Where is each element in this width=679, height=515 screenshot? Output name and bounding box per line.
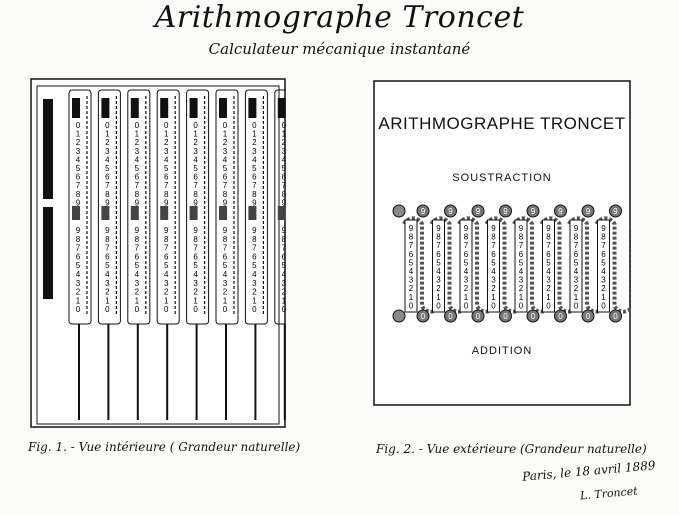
slot-digit: 5	[408, 258, 414, 268]
lower-digit: 9	[75, 226, 81, 235]
slot-digit: 5	[436, 258, 441, 268]
slot-digit: 9	[573, 224, 579, 233]
upper-digit: 9	[222, 198, 228, 208]
upper-digit: 5	[163, 164, 169, 173]
slot-digit: 5	[573, 258, 579, 268]
lower-digit: 5	[134, 261, 140, 271]
lower-digit: 8	[222, 234, 228, 244]
slot-digit: 4	[463, 267, 469, 276]
lower-digit: 2	[252, 287, 257, 297]
lower-digit: 1	[75, 296, 81, 306]
lower-digit: 5	[222, 261, 228, 271]
upper-digit: 6	[134, 172, 140, 182]
column-top-block	[278, 98, 286, 118]
lower-digit: 0	[222, 305, 228, 315]
upper-digit: 5	[105, 164, 110, 173]
slot-digit: 1	[573, 292, 579, 302]
lower-digit: 6	[252, 252, 257, 262]
upper-digit: 4	[222, 155, 228, 165]
lower-digit: 2	[222, 287, 228, 297]
left-dot-bottom	[393, 310, 405, 322]
lower-digit: 5	[75, 261, 81, 271]
lower-digit: 1	[163, 296, 169, 306]
slot-digit: 8	[518, 232, 524, 242]
slot-digit: 2	[491, 284, 496, 294]
slot-digit: 5	[601, 258, 606, 268]
slot-digit: 2	[573, 284, 579, 294]
upper-digit: 1	[105, 129, 110, 139]
slot-digit: 4	[546, 267, 551, 276]
upper-digit: 8	[163, 189, 169, 199]
slot-digit: 9	[408, 224, 414, 233]
bottom-circle-digit: 0	[420, 312, 426, 321]
lower-digit: 3	[134, 278, 140, 288]
upper-digit: 4	[193, 155, 198, 165]
slot-digit: 7	[546, 241, 551, 251]
upper-digit: 7	[75, 181, 81, 191]
subtraction-label: SOUSTRACTION	[452, 172, 552, 184]
slot-digit: 2	[546, 284, 551, 294]
slot-digit: 6	[546, 249, 551, 259]
upper-digit: 4	[163, 155, 169, 165]
lower-digit: 9	[281, 226, 286, 235]
top-circle-digit: 9	[613, 207, 618, 216]
slot-digit: 1	[601, 292, 606, 302]
upper-digit: 2	[193, 138, 198, 148]
slot-digit: 0	[546, 301, 551, 311]
upper-digit: 1	[222, 129, 228, 139]
upper-digit: 6	[252, 172, 257, 182]
upper-digit: 5	[222, 164, 228, 173]
slot-digit: 9	[436, 224, 441, 233]
slot-digit: 1	[436, 292, 441, 302]
upper-digit: 6	[75, 172, 81, 182]
lower-digit: 6	[222, 252, 228, 262]
slot-digit: 6	[463, 249, 469, 259]
upper-digit: 9	[252, 198, 257, 208]
slot-digit: 8	[436, 232, 441, 242]
top-circle-digit: 9	[558, 207, 563, 216]
upper-digit: 4	[75, 155, 81, 165]
slot-digit: 1	[518, 292, 524, 302]
lower-digit: 4	[193, 270, 198, 279]
lower-digit: 7	[252, 243, 257, 253]
lower-digit: 0	[193, 305, 198, 315]
lower-digit: 5	[193, 261, 198, 271]
lower-digit: 1	[252, 296, 257, 306]
figure-1-caption: Fig. 1. - Vue intérieure ( Grandeur naturelle)	[28, 440, 301, 454]
upper-digit: 1	[193, 129, 198, 139]
column-middle-block	[248, 206, 256, 220]
upper-digit: 2	[134, 138, 140, 148]
slot-digit: 9	[518, 224, 524, 233]
slot-digit: 3	[573, 275, 579, 285]
figure-2-title: ARITHMOGRAPHE TRONCET	[378, 114, 626, 133]
upper-digit: 8	[222, 189, 228, 199]
slot-digit: 3	[601, 275, 606, 285]
upper-digit: 3	[222, 146, 228, 156]
lower-digit: 8	[105, 234, 110, 244]
lower-digit: 6	[163, 252, 169, 262]
slot-digit: 2	[463, 284, 469, 294]
page-subtitle: Calculateur mécanique instantané	[208, 40, 471, 58]
lower-digit: 1	[281, 296, 286, 306]
upper-digit: 8	[252, 189, 257, 199]
upper-digit: 3	[252, 146, 257, 156]
slot-digit: 7	[408, 241, 414, 251]
upper-digit: 7	[252, 181, 257, 191]
upper-digit: 2	[163, 138, 169, 148]
slot-digit: 1	[546, 292, 551, 302]
column-middle-block	[160, 206, 168, 220]
bottom-circle-digit: 0	[530, 312, 536, 321]
lower-digit: 4	[281, 270, 286, 279]
top-circle-digit: 9	[448, 207, 453, 216]
lower-digit: 4	[163, 270, 169, 279]
slot-digit: 5	[463, 258, 469, 268]
lower-digit: 3	[105, 278, 110, 288]
slot-digit: 6	[518, 249, 524, 259]
slot-digit: 0	[518, 301, 524, 311]
slot-digit: 2	[601, 284, 606, 294]
slot-digit: 5	[546, 258, 551, 268]
slot-digit: 2	[408, 284, 414, 294]
slot-digit: 0	[601, 301, 606, 311]
lower-digit: 8	[75, 234, 81, 244]
lower-digit: 6	[75, 252, 81, 262]
upper-digit: 2	[281, 138, 286, 148]
slot-digit: 9	[546, 224, 551, 233]
lower-digit: 8	[281, 234, 286, 244]
upper-digit: 9	[163, 198, 169, 208]
left-dot-top	[393, 205, 405, 217]
slot-digit: 8	[546, 232, 551, 242]
upper-digit: 8	[281, 189, 286, 199]
lower-digit: 2	[105, 287, 110, 297]
lower-digit: 4	[134, 270, 140, 279]
slot-digit: 3	[408, 275, 414, 285]
bottom-circle-digit: 0	[448, 312, 453, 321]
lower-digit: 9	[134, 226, 140, 235]
column-top-block	[160, 98, 168, 118]
lower-digit: 2	[134, 287, 140, 297]
lower-digit: 7	[105, 243, 110, 253]
lower-digit: 4	[252, 270, 257, 279]
lower-digit: 8	[163, 234, 169, 244]
lower-digit: 7	[75, 243, 81, 253]
slot-digit: 2	[436, 284, 441, 294]
upper-digit: 3	[134, 146, 140, 156]
upper-digit: 2	[222, 138, 228, 148]
column-middle-block	[101, 206, 109, 220]
upper-digit: 7	[193, 181, 198, 191]
addition-label: ADDITION	[471, 345, 533, 357]
column-middle-block	[131, 206, 139, 220]
column-middle-block	[219, 206, 227, 220]
slot-digit: 6	[408, 249, 414, 259]
lower-digit: 9	[222, 226, 228, 235]
lower-digit: 7	[281, 243, 286, 253]
upper-digit: 8	[193, 189, 198, 199]
upper-digit: 4	[281, 155, 286, 165]
column-middle-block	[278, 206, 286, 220]
lower-digit: 0	[75, 305, 81, 315]
slot-digit: 8	[491, 232, 496, 242]
slot-digit: 1	[408, 292, 414, 302]
upper-digit: 8	[105, 189, 110, 199]
lower-digit: 1	[193, 296, 198, 306]
slot-digit: 6	[601, 249, 606, 259]
lower-digit: 6	[134, 252, 140, 262]
upper-digit: 5	[281, 164, 286, 173]
slot-digit: 6	[573, 249, 579, 259]
slot-digit: 4	[436, 267, 441, 276]
lower-digit: 6	[281, 252, 286, 262]
lower-digit: 5	[163, 261, 169, 271]
lower-digit: 2	[193, 287, 198, 297]
upper-digit: 2	[75, 138, 81, 148]
slot-digit: 6	[436, 249, 441, 259]
lower-digit: 0	[105, 305, 110, 315]
slot-digit: 3	[491, 275, 496, 285]
slot-digit: 7	[518, 241, 524, 251]
upper-digit: 7	[281, 181, 286, 191]
top-circle-digit: 9	[503, 207, 508, 216]
lower-digit: 3	[193, 278, 198, 288]
upper-digit: 0	[134, 121, 140, 130]
column-top-block	[101, 98, 109, 118]
lower-digit: 3	[163, 278, 169, 288]
lower-digit: 3	[222, 278, 228, 288]
bottom-circle-digit: 0	[475, 312, 481, 321]
upper-digit: 9	[134, 198, 140, 208]
upper-digit: 8	[75, 189, 81, 199]
lower-digit: 4	[222, 270, 228, 279]
lower-digit: 5	[281, 261, 286, 271]
upper-digit: 5	[134, 164, 140, 173]
slot-digit: 9	[463, 224, 469, 233]
upper-digit: 0	[281, 121, 286, 130]
lower-digit: 9	[163, 226, 169, 235]
slot-digit: 7	[463, 241, 469, 251]
slot-digit: 8	[408, 232, 414, 242]
upper-digit: 0	[193, 121, 198, 130]
bottom-circle-digit: 0	[613, 312, 618, 321]
lower-digit: 6	[105, 252, 110, 262]
slot-digit: 7	[601, 241, 606, 251]
upper-digit: 0	[252, 121, 257, 130]
upper-digit: 1	[281, 129, 286, 139]
lower-digit: 2	[281, 287, 286, 297]
top-circle-digit: 9	[420, 207, 426, 216]
lower-digit: 1	[222, 296, 228, 306]
upper-digit: 9	[193, 198, 198, 208]
slot-digit: 2	[518, 284, 524, 294]
upper-digit: 3	[75, 146, 81, 156]
upper-digit: 0	[75, 121, 81, 130]
upper-digit: 4	[252, 155, 257, 165]
lower-digit: 9	[252, 226, 257, 235]
slot-digit: 7	[573, 241, 579, 251]
lower-digit: 7	[193, 243, 198, 253]
column-middle-block	[190, 206, 198, 220]
slot-digit: 5	[518, 258, 524, 268]
lower-digit: 0	[281, 305, 286, 315]
upper-digit: 2	[252, 138, 257, 148]
upper-digit: 9	[105, 198, 110, 208]
slot-digit: 1	[463, 292, 469, 302]
slot-digit: 6	[491, 249, 496, 259]
upper-digit: 7	[222, 181, 228, 191]
lower-digit: 0	[163, 305, 169, 315]
lower-digit: 4	[75, 270, 81, 279]
slot-digit: 3	[463, 275, 469, 285]
upper-digit: 6	[193, 172, 198, 182]
upper-digit: 6	[281, 172, 286, 182]
lower-digit: 1	[134, 296, 140, 306]
slot-digit: 0	[573, 301, 579, 311]
slot-digit: 8	[573, 232, 579, 242]
lower-digit: 8	[193, 234, 198, 244]
upper-digit: 1	[252, 129, 257, 139]
slot-digit: 4	[491, 267, 496, 276]
upper-digit: 4	[105, 155, 110, 165]
slot-digit: 0	[408, 301, 414, 311]
upper-digit: 6	[105, 172, 110, 182]
slot-digit: 0	[436, 301, 441, 311]
upper-digit: 1	[163, 129, 169, 139]
lower-digit: 4	[105, 270, 110, 279]
top-circle-digit: 9	[585, 207, 591, 216]
figure-1-slider-gap	[43, 199, 53, 207]
top-circle-digit: 9	[530, 207, 536, 216]
lower-digit: 2	[75, 287, 81, 297]
upper-digit: 7	[134, 181, 140, 191]
slot-digit: 9	[601, 224, 606, 233]
column-top-block	[131, 98, 139, 118]
upper-digit: 6	[222, 172, 228, 182]
column-top-block	[219, 98, 227, 118]
lower-digit: 5	[252, 261, 257, 271]
lower-digit: 3	[252, 278, 257, 288]
lower-digit: 7	[134, 243, 140, 253]
column-top-block	[248, 98, 256, 118]
upper-digit: 0	[163, 121, 169, 130]
lower-digit: 3	[75, 278, 81, 288]
figure-1-interior-view	[30, 78, 286, 428]
upper-digit: 5	[75, 164, 81, 173]
upper-digit: 0	[222, 121, 228, 130]
upper-digit: 1	[75, 129, 81, 139]
upper-digit: 3	[105, 146, 110, 156]
slot-digit: 5	[491, 258, 496, 268]
lower-digit: 3	[281, 278, 286, 288]
slot-digit: 7	[491, 241, 496, 251]
upper-digit: 0	[105, 121, 110, 130]
upper-digit: 3	[163, 146, 169, 156]
slot-digit: 3	[546, 275, 551, 285]
lower-digit: 5	[105, 261, 110, 271]
figure-2-caption: Fig. 2. - Vue extérieure (Grandeur naturelle)	[376, 442, 647, 456]
slot-digit: 4	[573, 267, 579, 276]
column-middle-block	[72, 206, 80, 220]
lower-digit: 7	[163, 243, 169, 253]
slot-digit: 4	[408, 267, 414, 276]
lower-digit: 0	[134, 305, 140, 315]
bottom-circle-digit: 0	[585, 312, 591, 321]
slot-digit: 4	[601, 267, 606, 276]
upper-digit: 7	[163, 181, 169, 191]
slot-digit: 3	[518, 275, 524, 285]
signature-name: L. Troncet	[579, 484, 639, 503]
lower-digit: 0	[252, 305, 257, 315]
slot-digit: 8	[601, 232, 606, 242]
top-circle-digit: 9	[475, 207, 481, 216]
upper-digit: 6	[163, 172, 169, 182]
slot-digit: 3	[436, 275, 441, 285]
lower-digit: 8	[252, 234, 257, 244]
upper-digit: 3	[193, 146, 198, 156]
lower-digit: 1	[105, 296, 110, 306]
slot-digit: 7	[436, 241, 441, 251]
upper-digit: 2	[105, 138, 110, 148]
upper-digit: 9	[281, 198, 286, 208]
slot-digit: 8	[463, 232, 469, 242]
upper-digit: 9	[75, 198, 81, 208]
upper-digit: 3	[281, 146, 286, 156]
upper-digit: 8	[134, 189, 140, 199]
column-top-block	[72, 98, 80, 118]
bottom-circle-digit: 0	[558, 312, 563, 321]
upper-digit: 5	[193, 164, 198, 173]
upper-digit: 4	[134, 155, 140, 165]
slot-digit: 1	[491, 292, 496, 302]
slot-digit: 9	[491, 224, 496, 233]
lower-digit: 9	[105, 226, 110, 235]
signature-place-date: Paris, le 18 avril 1889	[521, 458, 656, 484]
bottom-circle-digit: 0	[503, 312, 508, 321]
slot-digit: 0	[491, 301, 496, 311]
lower-digit: 6	[193, 252, 198, 262]
column-top-block	[190, 98, 198, 118]
lower-digit: 9	[193, 226, 198, 235]
slot-digit: 0	[463, 301, 469, 311]
lower-digit: 2	[163, 287, 169, 297]
page-title: Arithmographe Troncet	[154, 0, 525, 35]
lower-digit: 8	[134, 234, 140, 244]
slot-digit: 4	[518, 267, 524, 276]
upper-digit: 1	[134, 129, 140, 139]
upper-digit: 5	[252, 164, 257, 173]
upper-digit: 7	[105, 181, 110, 191]
lower-digit: 7	[222, 243, 228, 253]
